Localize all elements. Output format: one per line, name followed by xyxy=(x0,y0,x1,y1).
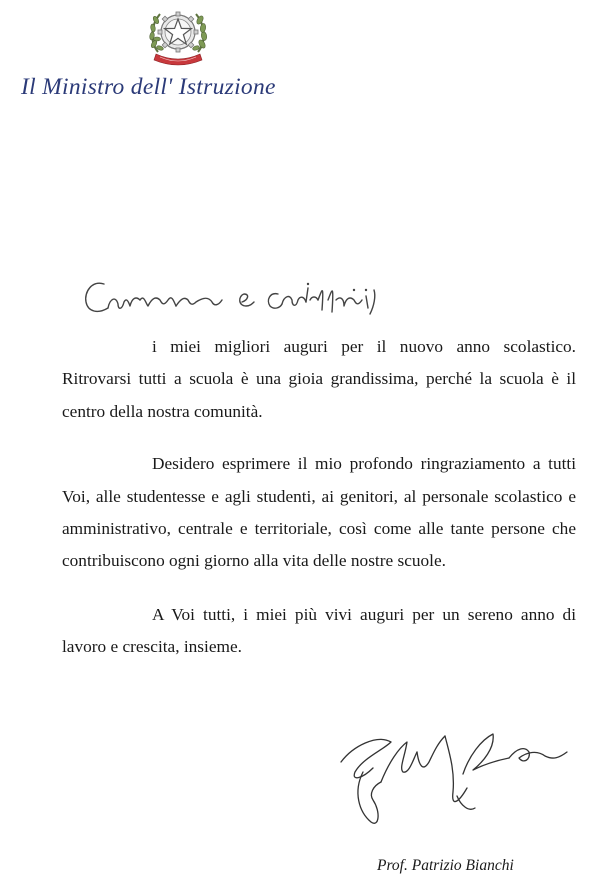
letter-paragraph-2: Desidero esprimere il mio profondo ringraziamento a tutti Voi, alle studentesse e agli studenti, ai genitori, al personale scolastico e amministrativo, centrale e territoriale, così come alle tante persone che contribuiscono ogni giorno alla vita delle nostre scuole. xyxy=(62,454,576,571)
handwritten-salutation xyxy=(82,270,412,340)
letter-paragraph-3: A Voi tutti, i miei più vivi auguri per un sereno anno di lavoro e crescita, insieme. xyxy=(62,604,576,657)
italian-republic-emblem-icon xyxy=(144,2,212,68)
letter-paragraph-1: i miei migliori auguri per il nuovo anno scolastico. Ritrovarsi tutti a scuola è una gioia grandissima, perché la scuola è il centro della nostra comunità. xyxy=(62,337,576,421)
letter-body xyxy=(62,331,576,685)
signatory-name: Prof. Patrizio Bianchi xyxy=(377,857,514,874)
handwritten-signature xyxy=(333,712,573,847)
ministry-title: Il Ministro dell' Istruzione xyxy=(21,74,276,100)
